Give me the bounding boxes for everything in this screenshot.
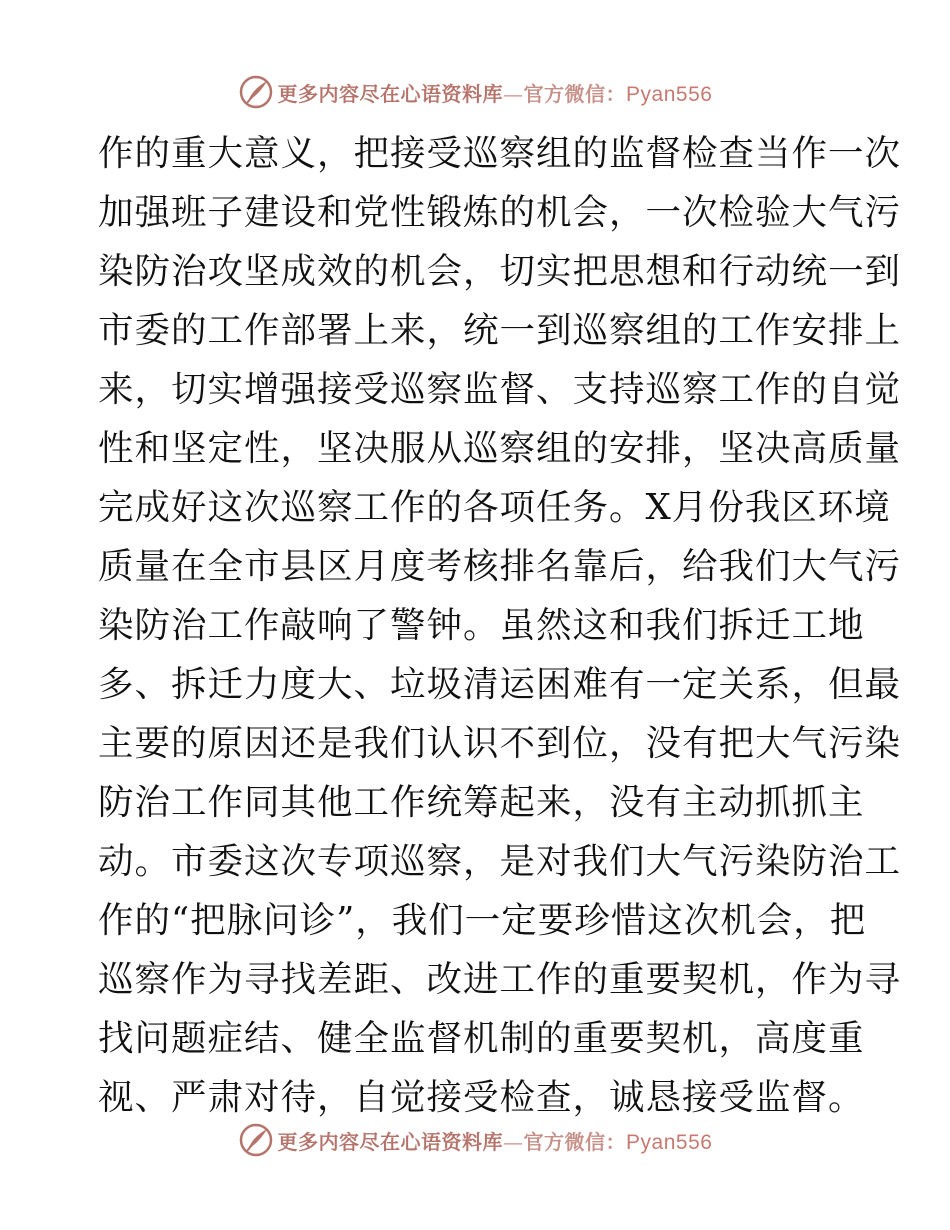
text-line: 作的重大意义，把接受巡察组的监督检查当作一次	[98, 133, 902, 174]
text-line: 质量在全市县区月度考核排名靠后，给我们大气污	[98, 546, 902, 587]
watermark-wechat-label: 官方微信：	[523, 81, 627, 106]
text-line: 主要的原因还是我们认识不到位，没有把大气污染	[98, 723, 902, 764]
text-line: 性和坚定性，坚决服从巡察组的安排，坚决高质量	[98, 428, 902, 469]
watermark-text	[278, 1126, 713, 1155]
text-line: 巡察作为寻找差距、改进工作的重要契机，作为寻	[98, 959, 902, 1000]
watermark-site-name: 更多内容尽在心语资料库	[277, 1129, 504, 1154]
watermark-wechat-id: Pyan556	[626, 82, 713, 106]
text-line: 找问题症结、健全监督机制的重要契机，高度重	[98, 1018, 865, 1059]
text-line: 加强班子建设和党性锻炼的机会，一次检验大气污	[98, 192, 902, 233]
document-body	[98, 124, 902, 1127]
text-line: 视、严肃对待，自觉接受检查，诚恳接受监督。	[98, 1077, 865, 1118]
text-line: 完成好这次巡察工作的各项任务。X月份我区环境	[98, 487, 891, 528]
watermark-wechat-id: Pyan556	[626, 1130, 713, 1154]
feather-pen-icon	[238, 1122, 274, 1158]
text-line: 多、拆迁力度大、垃圾清运困难有一定关系，但最	[98, 664, 902, 705]
text-line: 作的“把脉问诊”，我们一定要珍惜这次机会，把	[98, 900, 867, 941]
text-line: 动。市委这次专项巡察，是对我们大气污染防治工	[98, 841, 902, 882]
text-line: 染防治攻坚成效的机会，切实把思想和行动统一到	[98, 251, 902, 292]
watermark-text	[278, 78, 713, 107]
feather-pen-icon	[238, 74, 274, 110]
header-watermark	[0, 72, 950, 112]
text-line: 来，切实增强接受巡察监督、支持巡察工作的自觉	[98, 369, 902, 410]
watermark-separator: —	[503, 1129, 524, 1154]
text-line: 市委的工作部署上来，统一到巡察组的工作安排上	[98, 310, 902, 351]
text-line: 染防治工作敲响了警钟。虽然这和我们拆迁工地	[98, 605, 865, 646]
watermark-separator: —	[503, 81, 524, 106]
text-line: 防治工作同其他工作统筹起来，没有主动抓抓主	[98, 782, 865, 823]
watermark-site-name: 更多内容尽在心语资料库	[277, 81, 504, 106]
watermark-wechat-label: 官方微信：	[523, 1129, 627, 1154]
footer-watermark	[0, 1120, 950, 1160]
